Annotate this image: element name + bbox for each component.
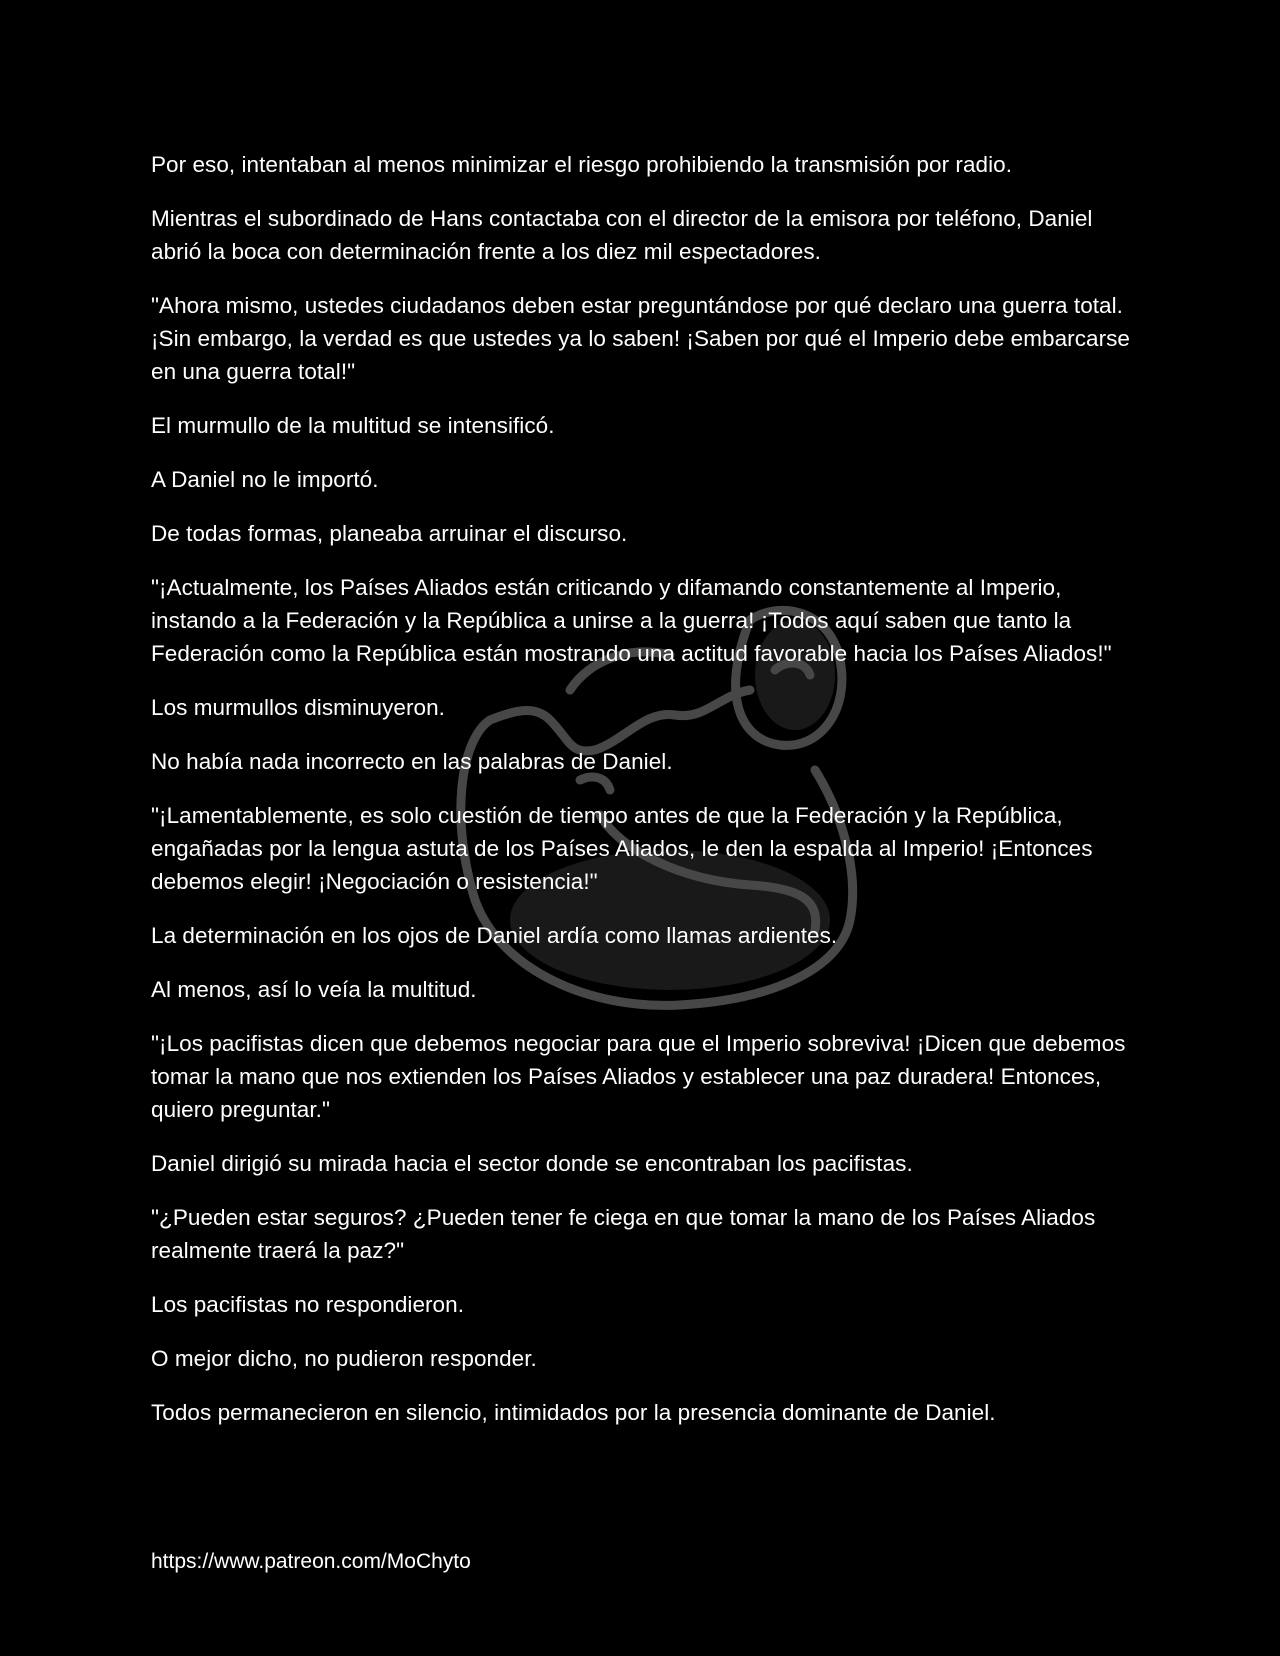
paragraph: Al menos, así lo veía la multitud.	[151, 977, 477, 1002]
paragraph: "Ahora mismo, ustedes ciudadanos deben estar preguntándose por qué declaro una guerra total. ¡Sin embargo, la verdad es que ustedes ya lo saben! ¡Saben por qué el Imperio debe embarcarse en una guerra total!"	[151, 293, 1130, 384]
patreon-link[interactable]: https://www.patreon.com/MoChyto	[151, 1550, 471, 1573]
paragraph: A Daniel no le importó.	[151, 467, 379, 492]
document-body	[151, 148, 1136, 1450]
paragraph: "¡Lamentablemente, es solo cuestión de tiempo antes de que la Federación y la República, engañadas por la lengua astuta de los Países Aliados, le den la espalda al Imperio! ¡Entonces debemos elegir! ¡Negociación o resistencia!"	[151, 803, 1093, 894]
paragraph: O mejor dicho, no pudieron responder.	[151, 1346, 537, 1371]
paragraph: "¡Actualmente, los Países Aliados están criticando y difamando constantemente al Imperio, instando a la Federación y la República a unirse a la guerra! ¡Todos aquí saben que tanto la Federación como la República están mostrando una actitud favorable hacia los Países Aliados!"	[151, 575, 1112, 666]
paragraph: El murmullo de la multitud se intensificó.	[151, 413, 555, 438]
paragraph: "¿Pueden estar seguros? ¿Pueden tener fe ciega en que tomar la mano de los Países Aliados realmente traerá la paz?"	[151, 1205, 1096, 1263]
paragraph: Mientras el subordinado de Hans contactaba con el director de la emisora por teléfono, Daniel abrió la boca con determinación frente a los diez mil espectadores.	[151, 206, 1093, 264]
paragraph: "¡Los pacifistas dicen que debemos negociar para que el Imperio sobreviva! ¡Dicen que debemos tomar la mano que nos extienden los Países Aliados y establecer una paz duradera! Entonces, quiero preguntar."	[151, 1031, 1126, 1122]
paragraph: La determinación en los ojos de Daniel ardía como llamas ardientes.	[151, 923, 838, 948]
paragraph: No había nada incorrecto en las palabras de Daniel.	[151, 749, 673, 774]
paragraph: Todos permanecieron en silencio, intimidados por la presencia dominante de Daniel.	[151, 1400, 996, 1425]
paragraph: Daniel dirigió su mirada hacia el sector donde se encontraban los pacifistas.	[151, 1151, 913, 1176]
paragraph: Por eso, intentaban al menos minimizar el riesgo prohibiendo la transmisión por radio.	[151, 152, 1012, 177]
paragraph: De todas formas, planeaba arruinar el discurso.	[151, 521, 628, 546]
paragraph: Los murmullos disminuyeron.	[151, 695, 445, 720]
paragraph: Los pacifistas no respondieron.	[151, 1292, 464, 1317]
